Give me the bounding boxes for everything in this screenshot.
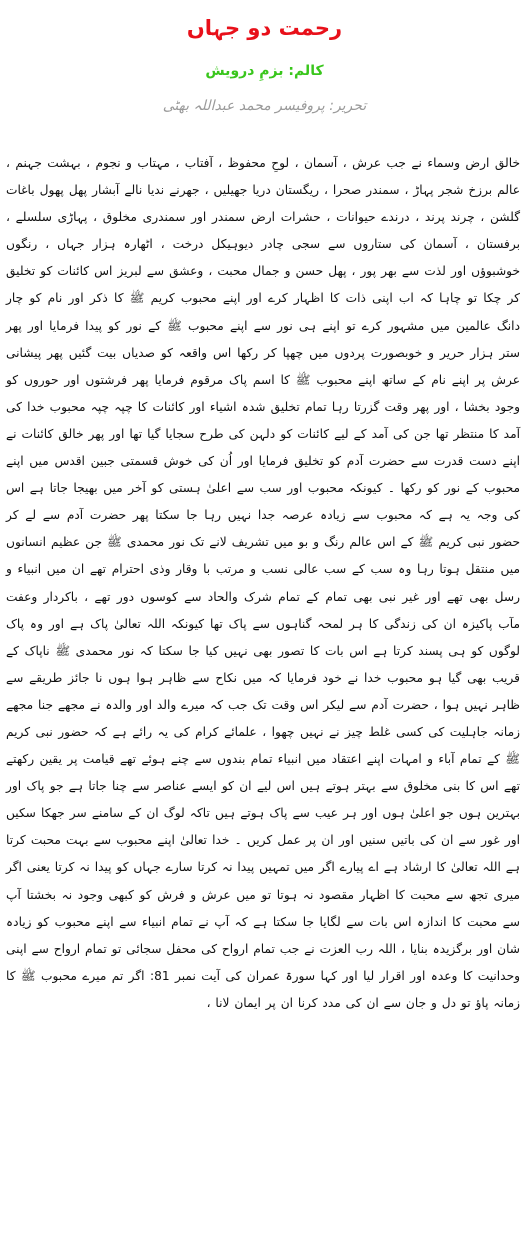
article-body: خالق ارض وسماء نے جب عرش ، آسمان ، لوحِ محفوظ ، آفتاب ، مہتاب و نجوم ، بہشت جہنم ، عالم برزخ شجر پہاڑ ، سمندر صحرا ، ریگستان دریا جھیلیں ، جھرنے ندیا نالے آبشار پھل پھول باغات گلشن ، چرند پرند ، درندے حیوانات ، حشرات ارض سمندر اور سمندری مخلوق ، پہاڑی سلسلے ، برفستان ، آسمان کی ستاروں سے سجی چادر دیوہیکل درخت ، اٹھارہ ہزار جہاں ، رنگوں خوشبوؤں اور لذت سے بھر پور ، پھل حسن و جمال محبت ، وعشق سے لبریز اس کائنات کو تخلیق کر چکا تو چاہا کہ اب اپنی ذات کا اظہار کرے اور اپنے محبوب کریم ﷺ کا ذکر اور نام کو چار دانگ عالمین میں مشہور کرے تو اپنے ہی نور سے اپنے محبوب ﷺ کے نور کو پیدا فرمایا اور پھر ستر ہزار حریر و خوبصورت پردوں میں چھپا کر رکھا اس واقعہ کو صدیاں بیت گئیں پھر پیشانی عرش پر اپنے نام کے ساتھ اپنے محبوب ﷺ کا اسم پاک مرقوم فرمایا پھر فرشتوں اور حوروں کو وجود بخشا ، اور پھر وقت گزرتا رہا تمام تخلیق شدہ اشیاء اور کائنات کا چپہ چپہ محبوب خدا کی آمد کا منتظر تھا جن کی آمد کے لیے کائنات کو دلہن کی طرح سجایا گیا تھا اور پھر خالق کائنات نے اپنے دست قدرت سے حضرت آدم کو تخلیق فرمایا اور اُن کی خوش قسمتی جبین اقدس میں اپنے محبوب کے نور کو رکھا ۔ کیونکہ محبوب اور سب سے اعلیٰ ہستی کو آخر میں بھیجا جاتا ہے اس کی وجہ یہ ہے کہ محبوب سے زیادہ عرصہ جدا نہیں رہا جا سکتا پھر حضرت آدم سے لے کر حضور نبی کریم ﷺ کے اس عالم رنگ و بو میں تشریف لانے تک نور محمدی ﷺ جن عظیم انسانوں میں منتقل ہوتا رہا وہ سب کے سب عالی نسب و مرتب با وقار وذی احترام تھے ان میں انبیاء و رسل بھی تھے اور غیر نبی بھی تمام کے تمام شرک والحاد سے کوسوں دور تھے ، باکردار وعفت مآب پاکیزہ ان کی زندگی کا ہر لمحہ گناہوں سے پاک تھا کیونکہ اللہ تعالیٰ پاک ہے اور وہ پاک لوگوں کو ہی پسند کرتا ہے اس بات کا تصور بھی نہیں کیا جا سکتا کہ نور محمدی ﷺ ناپاک کے قریب بھی گیا ہو محبوب خدا نے خود فرمایا کہ میں نکاح سے ظاہر ہوا ہوں نا جائز طریقے سے ظاہر نہیں ہوا ، حضرت آدم سے لیکر اس وقت تک جب کہ میرے والد اور والدہ نے مجھے جنا مجھے زمانہ جاہلیت کی کسی غلط چیز نے نہیں چھوا ، علمائے کرام کی یہ رائے ہے کہ حضور نبی کریم ﷺ کے تمام آباء و امہات اپنے اعتقاد میں انبیاء تمام بندوں سے چنے ہوئے تھے قیامت پر یقین رکھتے تھے اس کا بنی مخلوق سے بہتر ہوتے ہیں اس لیے ان کو ایسے عناصر سے چنا جاتا ہے جو پاک اور بہترین ہوں جو اعلیٰ ہوں اور ہر عیب سے پاک ہوتے ہیں تاکہ لوگ ان کے سامنے سر جھکا سکیں اور غور سے ان کی باتیں سنیں اور ان پر عمل کریں ۔ خدا تعالیٰ اپنے محبوب سے بہت محبت کرتا ہے اللہ تعالیٰ کا ارشاد ہے اے پیارے اگر میں تمہیں پیدا نہ کرتا سارے جہاں کو پیدا نہ کرتا یعنی اگر میری تجھ سے محبت کا اظہار مقصود نہ ہوتا تو میں عرش و فرش کو کبھی وجود نہ بخشتا آپ سے محبت کا اندازہ اس بات سے لگایا جا سکتا ہے کہ آپ نے تمام انبیاء سے اپنے محبوب کو زیادہ شان اور برگزیدہ بنایا ، اللہ رب العزت نے جب تمام ارواح کی محفل سجائی تو تمام ارواح سے اپنی وحدانیت کا وعدہ اور اقرار لیا اور کہا سورۃ عمران کی آیت نمبر 81: اگر تم میرے محبوب ﷺ کا زمانہ پاؤ تو دل و جان سے ان کی مدد کرنا ان پر ایمان لانا ، [6, 156, 520, 1010]
author-line: تحریر: پروفیسر محمد عبداللہ بھٹی [162, 98, 367, 114]
column-label: کالم: بزمِ درویش [205, 63, 324, 79]
article-title: رحمت دو جہاں [186, 16, 343, 40]
